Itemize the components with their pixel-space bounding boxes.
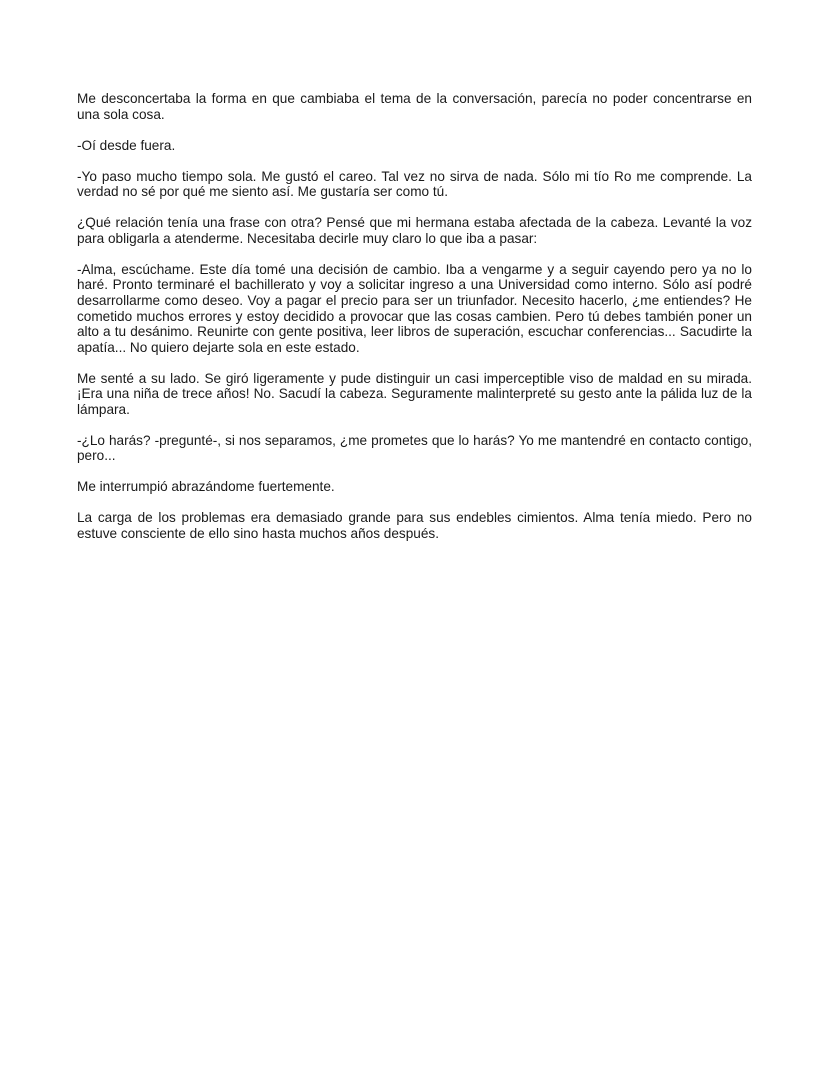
paragraph-9: La carga de los problemas era demasiado grande para sus endebles cimientos. Alma tenía miedo. Pero no estuve consciente de ello sino hasta muchos años después. (77, 510, 752, 541)
body-text (77, 91, 752, 557)
paragraph-1: Me desconcertaba la forma en que cambiaba el tema de la conversación, parecía no poder concentrarse en una sola cosa. (77, 91, 752, 122)
paragraph-8: Me interrumpió abrazándome fuertemente. (77, 479, 335, 495)
paragraph-5: -Alma, escúchame. Este día tomé una decisión de cambio. Iba a vengarme y a seguir cayendo pero ya no lo haré. Pronto terminaré el bachillerato y voy a solicitar ingreso a una Universidad como interno. Sólo así podré desarrollarme como deseo. Voy a pagar el precio para ser un triunfador. Necesito hacerlo, ¿me entiendes? He cometido muchos errores y estoy decidido a provocar que las cosas cambien. Pero tú debes también poner un alto a tu desánimo. Reunirte con gente positiva, leer libros de superación, escuchar conferencias... Sacudirte la apatía... No quiero dejarte sola en este estado. (77, 261, 752, 355)
paragraph-7: -¿Lo harás? -pregunté-, si nos separamos, ¿me prometes que lo harás? Yo me mantendré en contacto contigo, pero... (77, 432, 752, 464)
paragraph-3: -Yo paso mucho tiempo sola. Me gustó el careo. Tal vez no sirva de nada. Sólo mi tío Ro me comprende. La verdad no sé por qué me siento así. Me gustaría ser como tú. (77, 168, 752, 200)
paragraph-4: ¿Qué relación tenía una frase con otra? Pensé que mi hermana estaba afectada de la cabeza. Levanté la voz para obligarla a atenderme. Necesitaba decirle muy claro lo que iba a pasar: (77, 215, 752, 246)
paragraph-6: Me senté a su lado. Se giró ligeramente y pude distinguir un casi imperceptible viso de maldad en su mirada. ¡Era una niña de trece años! No. Sacudí la cabeza. Seguramente malinterpreté su gesto ante la pálida luz de la lámpara. (77, 370, 752, 417)
paragraph-2: -Oí desde fuera. (77, 137, 176, 153)
